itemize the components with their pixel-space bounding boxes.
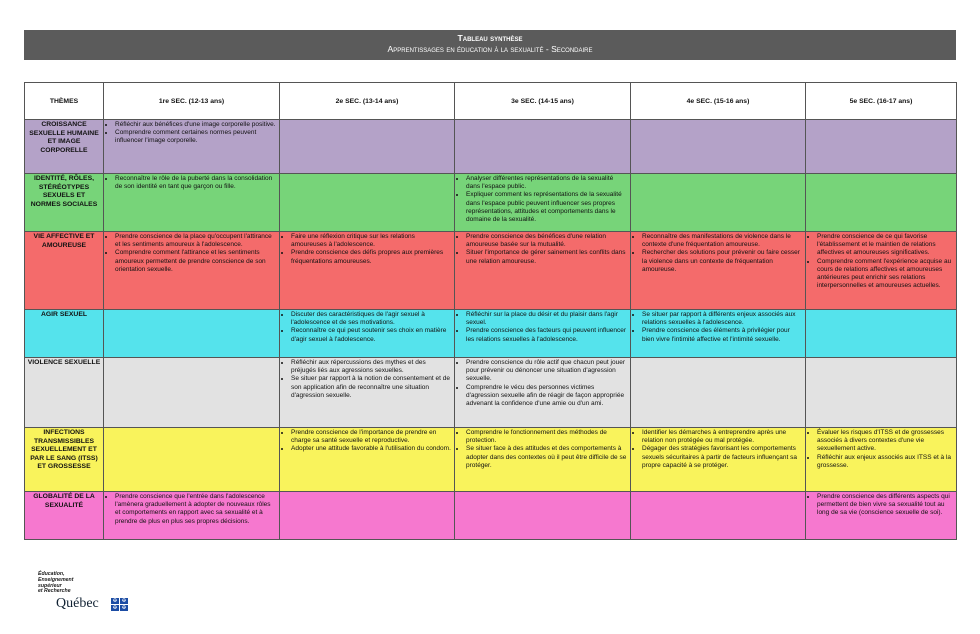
table-cell xyxy=(455,174,631,232)
bullet-list xyxy=(808,493,954,518)
table-cell xyxy=(280,428,455,492)
list-item: • Rechercher des solutions pour prévenir ou faire cesser la violence dans un contexte de fréquentation amoureuse. xyxy=(642,249,803,274)
table-cell xyxy=(280,232,455,310)
list-item: • Prendre conscience des bénéfices d'une relation amoureuse basée sur la mutualité. xyxy=(466,233,628,249)
list-item: • Dégager des stratégies favorisant les comportements sexuels sécuritaires à partir de facteurs influençant sa propre capacité à se protéger. xyxy=(642,445,803,470)
bullet-list xyxy=(457,233,628,266)
list-item: • Reconnaître ce qui peut soutenir ses choix en matière d'agir sexuel à l'adolescence. xyxy=(291,327,452,343)
table-cell xyxy=(806,492,957,540)
bullet-list xyxy=(282,359,452,400)
table-row xyxy=(25,428,957,492)
theme-label: IDENTITÉ, RÔLES, STÉRÉOTYPES SEXUELS ET NORMES SOCIALES xyxy=(25,174,104,232)
bullet-list xyxy=(282,311,452,344)
list-item: • Prendre conscience des éléments à privilégier pour bien vivre l'intimité affective et l'intimité sexuelle. xyxy=(642,327,803,343)
fleurdelise-flag-icon xyxy=(111,598,128,611)
list-item: • Réfléchir aux enjeux associés aux ITSS et à la grossesse. xyxy=(817,454,954,470)
list-item: • Situer l'importance de gérer sainement les conflits dans une relation amoureuse. xyxy=(466,249,628,265)
quebec-logo xyxy=(38,572,148,614)
synthesis-table xyxy=(24,82,957,540)
bullet-list xyxy=(457,359,628,408)
list-item: • Expliquer comment les représentations de la sexualité dans l'espace public peuvent influencer ses propres représentations, attitudes et comportements dans le domaine de la sexualité. xyxy=(466,191,628,224)
table-row xyxy=(25,492,957,540)
table-cell xyxy=(806,358,957,428)
list-item: • Se situer par rapport à différents enjeux associés aux relations sexuelles à l'adolescence. xyxy=(642,311,803,327)
table-cell xyxy=(455,358,631,428)
table-cell xyxy=(455,120,631,174)
table-cell xyxy=(631,120,806,174)
list-item: • Prendre conscience des défis propres aux premières fréquentations amoureuses. xyxy=(291,249,452,265)
list-item: • Se situer face à des attitudes et des comportements à adopter dans des contextes où il peut être difficile de se protéger. xyxy=(466,445,628,470)
list-item: • Comprendre comment l'expérience acquise au cours de relations affectives et amoureuses antérieures peut enrichir ses relations interpersonnelles et amoureuses actuelles. xyxy=(817,258,954,291)
table-cell xyxy=(806,120,957,174)
ministry-line-4: et Recherche xyxy=(38,588,71,595)
list-item: • Réfléchir aux bénéfices d'une image corporelle positive. xyxy=(115,121,277,129)
list-item: • Prendre conscience de l'importance de prendre en charge sa santé sexuelle et reproductive. xyxy=(291,429,452,445)
bullet-list xyxy=(282,233,452,266)
bullet-list xyxy=(633,429,803,470)
bullet-list xyxy=(106,493,277,526)
table-cell xyxy=(104,310,280,358)
bullet-list xyxy=(808,429,954,470)
list-item: • Adopter une attitude favorable à l'utilisation du condom. xyxy=(291,445,452,453)
header-sec1: 1re SEC. (12-13 ans) xyxy=(104,83,280,120)
header-sec5: 5e SEC. (16-17 ans) xyxy=(806,83,957,120)
table-cell xyxy=(104,492,280,540)
table-cell xyxy=(631,358,806,428)
list-item: • Comprendre le fonctionnement des méthodes de protection. xyxy=(466,429,628,445)
ministry-line-2: Enseignement xyxy=(38,576,74,583)
banner-title: Tableau synthèse xyxy=(457,33,523,43)
table-cell xyxy=(631,428,806,492)
table-row xyxy=(25,174,957,232)
list-item: • Réfléchir sur la place du désir et du plaisir dans l'agir sexuel. xyxy=(466,311,628,327)
flag-quadrant: ✠ xyxy=(112,598,118,604)
theme-label: AGIR SEXUEL xyxy=(25,310,104,358)
flag-quadrant: ✠ xyxy=(121,598,127,604)
theme-label: CROISSANCE SEXUELLE HUMAINE ET IMAGE CORPORELLE xyxy=(25,120,104,174)
theme-label: INFECTIONS TRANSMISSIBLES SEXUELLEMENT ET PAR LE SANG (ITSS) ET GROSSESSE xyxy=(25,428,104,492)
bullet-list xyxy=(633,233,803,274)
bullet-list xyxy=(106,175,277,191)
table-cell xyxy=(280,174,455,232)
table-cell xyxy=(631,310,806,358)
list-item: • Réfléchir aux répercussions des mythes et des préjugés liés aux agressions sexuelles. xyxy=(291,359,452,375)
list-item: • Faire une réflexion critique sur les relations amoureuses à l'adolescence. xyxy=(291,233,452,249)
table-row xyxy=(25,120,957,174)
theme-label: GLOBALITÉ DE LA SEXUALITÉ xyxy=(25,492,104,540)
bullet-list xyxy=(106,233,277,274)
table-cell xyxy=(455,492,631,540)
table-cell xyxy=(631,232,806,310)
list-item: • Reconnaître le rôle de la puberté dans la consolidation de son identité en tant que garçon ou fille. xyxy=(115,175,277,191)
theme-label: VIOLENCE SEXUELLE xyxy=(25,358,104,428)
flag-quadrant: ✠ xyxy=(112,605,118,611)
bullet-list xyxy=(808,233,954,290)
table-cell xyxy=(455,232,631,310)
header-sec4: 4e SEC. (15-16 ans) xyxy=(631,83,806,120)
table-cell xyxy=(280,120,455,174)
bullet-list xyxy=(457,429,628,470)
table-row xyxy=(25,358,957,428)
list-item: • Discuter des caractéristiques de l'agir sexuel à l'adolescence et de ses motivations. xyxy=(291,311,452,327)
list-item: • Identifier les démarches à entreprendre après une relation non protégée ou mal protégée. xyxy=(642,429,803,445)
header-themes: THÈMES xyxy=(25,83,104,120)
bullet-list xyxy=(106,121,277,146)
list-item: • Comprendre comment l'attirance et les sentiments amoureux permettent de prendre conscience de son orientation sexuelle. xyxy=(115,249,277,274)
table-cell xyxy=(455,310,631,358)
list-item: • Prendre conscience de ce qui favorise l'établissement et le maintien de relations affectives et amoureuses significatives. xyxy=(817,233,954,258)
header-sec2: 2e SEC. (13-14 ans) xyxy=(280,83,455,120)
bullet-list xyxy=(457,175,628,224)
table-cell xyxy=(280,310,455,358)
table-cell xyxy=(104,232,280,310)
table-cell xyxy=(104,120,280,174)
ministry-line-3: supérieur xyxy=(38,582,62,589)
table-cell xyxy=(104,174,280,232)
list-item: • Analyser différentes représentations de la sexualité dans l'espace public. xyxy=(466,175,628,191)
table-cell xyxy=(455,428,631,492)
list-item: • Prendre conscience du rôle actif que chacun peut jouer pour prévenir ou dénoncer une situation d'agression sexuelle. xyxy=(466,359,628,384)
header-row xyxy=(25,83,957,120)
list-item: • Reconnaître des manifestations de violence dans le contexte d'une fréquentation amoureuse. xyxy=(642,233,803,249)
quebec-wordmark: Québec xyxy=(56,596,99,611)
list-item: • Prendre conscience des différents aspects qui permettent de bien vivre sa sexualité tout au long de sa vie (conscience sexuelle de soi). xyxy=(817,493,954,518)
table-cell xyxy=(631,492,806,540)
flag-quadrant: ✠ xyxy=(121,605,127,611)
bullet-list xyxy=(457,311,628,344)
table-cell xyxy=(104,358,280,428)
table-row xyxy=(25,232,957,310)
table-cell xyxy=(631,174,806,232)
header-sec3: 3e SEC. (14-15 ans) xyxy=(455,83,631,120)
list-item: • Comprendre comment certaines normes peuvent influencer l'image corporelle. xyxy=(115,129,277,145)
title-banner xyxy=(24,30,956,60)
bullet-list xyxy=(282,429,452,454)
banner-subtitle: Apprentissages en éducation à la sexualité - Secondaire xyxy=(387,44,593,54)
theme-label: VIE AFFECTIVE ET AMOUREUSE xyxy=(25,232,104,310)
list-item: • Se situer par rapport à la notion de consentement et de son application afin de reconnaître une situation d'agression sexuelle. xyxy=(291,375,452,400)
ministry-line-1: Éducation, xyxy=(38,571,65,577)
table-cell xyxy=(806,174,957,232)
table-cell xyxy=(806,310,957,358)
list-item: • Évaluer les risques d'ITSS et de grossesses associés à divers contextes d'une vie sexuellement active. xyxy=(817,429,954,454)
list-item: • Prendre conscience que l'entrée dans l'adolescence l'amènera graduellement à adopter de nouveaux rôles et comportements en rapport avec sa sexualité et à prendre de plus en plus ses propres décisions. xyxy=(115,493,277,526)
table-row xyxy=(25,310,957,358)
list-item: • Comprendre le vécu des personnes victimes d'agression sexuelle afin de réagir de façon appropriée advenant la confidence d'une amie ou d'un ami. xyxy=(466,384,628,409)
list-item: • Prendre conscience de la place qu'occupent l'attirance et les sentiments amoureux à l'adolescence. xyxy=(115,233,277,249)
table-cell xyxy=(806,428,957,492)
table-cell xyxy=(104,428,280,492)
table-cell xyxy=(806,232,957,310)
table-cell xyxy=(280,492,455,540)
bullet-list xyxy=(633,311,803,344)
table-cell xyxy=(280,358,455,428)
list-item: • Prendre conscience des facteurs qui peuvent influencer les relations sexuelles à l'adolescence. xyxy=(466,327,628,343)
